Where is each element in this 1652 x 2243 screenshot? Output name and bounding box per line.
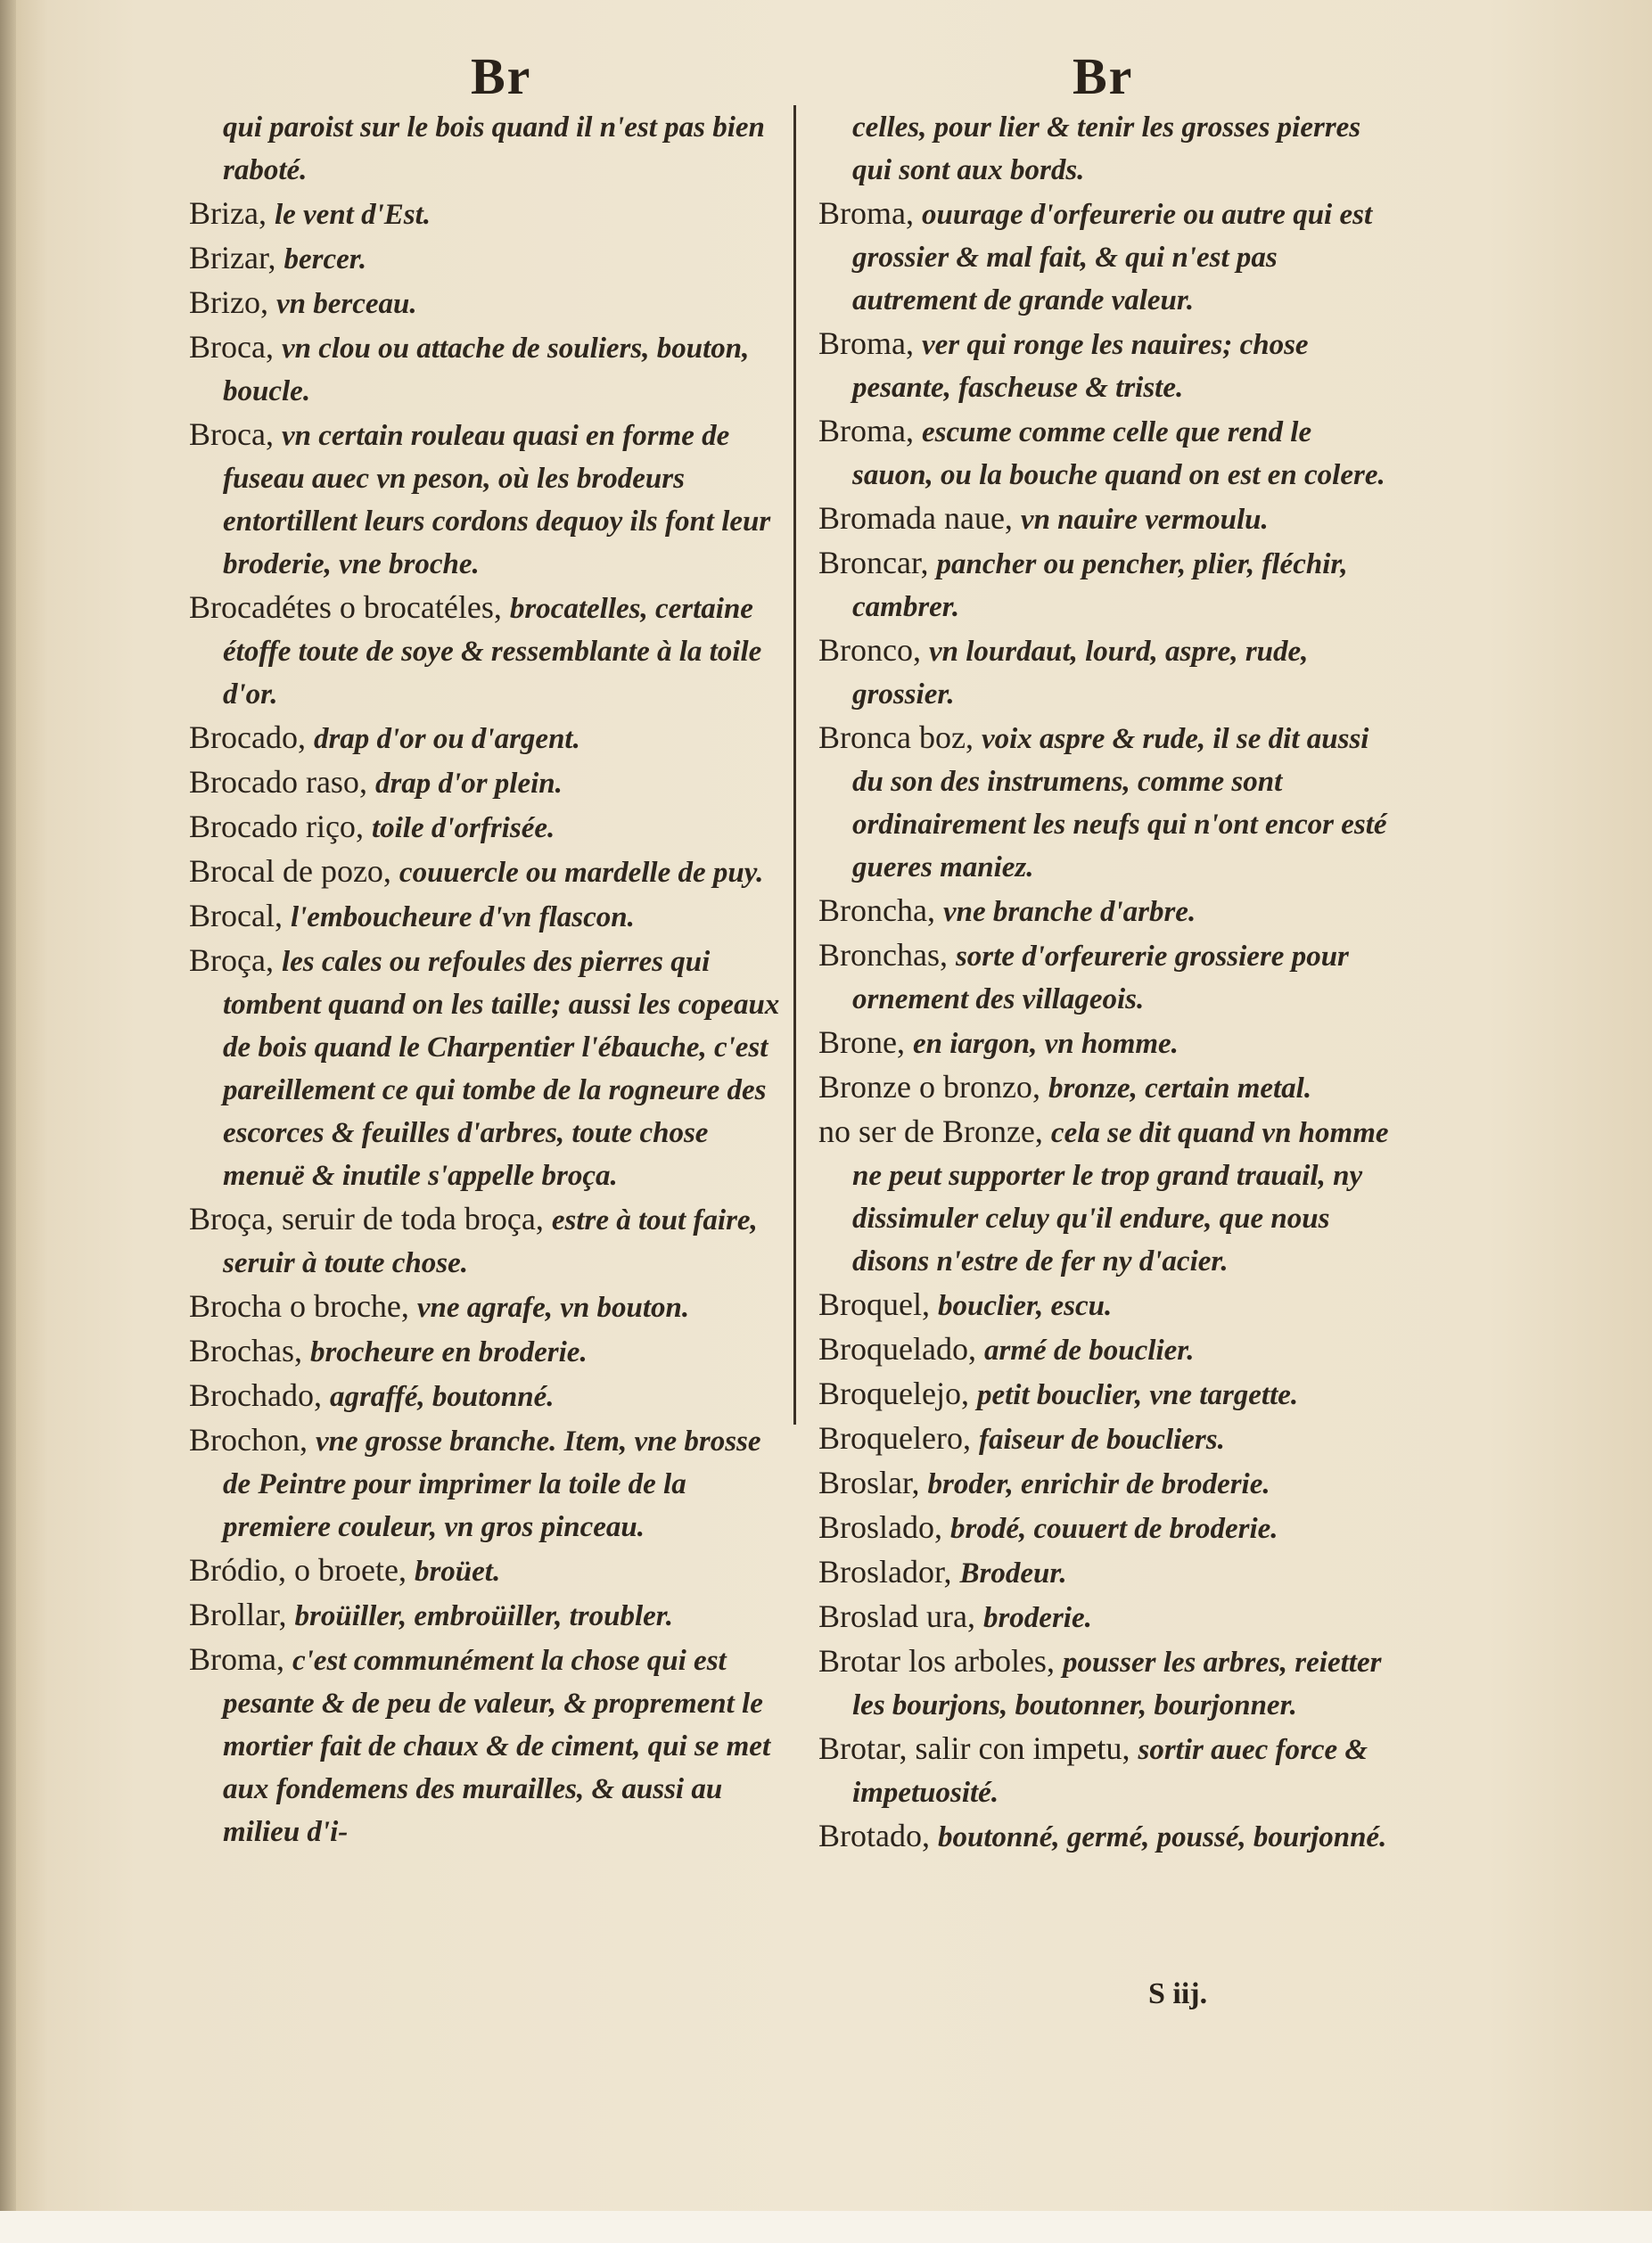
entry-headword: Brochado bbox=[189, 1377, 314, 1413]
entry-definition: estre à tout faire, seruir à toute chose. bbox=[223, 1204, 758, 1279]
entry-headword: Brochas bbox=[189, 1333, 294, 1368]
dictionary-entry: Broquel, bouclier, escu. bbox=[818, 1286, 1113, 1322]
entry-definition: brodé, couuert de broderie. bbox=[950, 1513, 1278, 1545]
entry-definition: le vent d'Est. bbox=[274, 199, 431, 231]
entry-definition: toile d'orfrisée. bbox=[371, 812, 555, 844]
dictionary-entry: Broslad ura, broderie. bbox=[818, 1598, 1092, 1634]
dictionary-entry: Broslado, brodé, couuert de broderie. bbox=[818, 1509, 1278, 1545]
dictionary-entry: Broma, c'est communément la chose qui est pesante & de peu de valeur, & proprement le mortier fait de chaux & de ciment, qui se met aux fondemens des murailles, & aussi au milieu d'i- bbox=[189, 1641, 771, 1848]
entry-headword: Brocado riço bbox=[189, 809, 356, 844]
entry-definition: ouurage d'orfeurerie ou autre qui est grossier & mal fait, & qui n'est pas autrement de grande valeur. bbox=[852, 199, 1373, 316]
entry-definition: sorte d'orfeurerie grossiere pour ornement des villageois. bbox=[852, 941, 1349, 1015]
entry-definition: drap d'or plein. bbox=[374, 768, 563, 800]
entry-definition: qui paroist sur le bois quand il n'est pas bien raboté. bbox=[223, 111, 765, 186]
entry-headword: Bromada naue bbox=[818, 500, 1005, 536]
entry-headword: Broça bbox=[189, 942, 266, 978]
dictionary-entry: Broça, les cales ou refoules des pierres qui tombent quand on les taille; aussi les copeaux de bois quand le Charpentier l'ébauche, c'est pareillement ce qui tombe de la rogneure des escorces & feuilles d'arbres, toute chose menuë & inutile s'appelle broça. bbox=[189, 942, 780, 1192]
entry-headword: Brocha o broche bbox=[189, 1288, 401, 1324]
dictionary-entry: Brollar, broüiller, embroüiller, troubler. bbox=[189, 1597, 674, 1632]
dictionary-entry: Bronchas, sorte d'orfeurerie grossiere pour ornement des villageois. bbox=[818, 937, 1349, 1015]
entry-definition: sortir auec force & impetuosité. bbox=[852, 1734, 1368, 1809]
running-head-left: Br bbox=[471, 47, 532, 105]
entry-definition: voix aspre & rude, il se dit aussi du son des instrumens, comme sont ordinairement les neufs qui n'ont encor esté gueres maniez. bbox=[852, 723, 1387, 883]
entry-headword: Broquelado bbox=[818, 1331, 968, 1367]
entry-definition: armé de bouclier. bbox=[983, 1335, 1195, 1367]
running-head-right: Br bbox=[1073, 47, 1134, 105]
entry-definition: vn lourdaut, lourd, aspre, rude, grossier. bbox=[852, 636, 1309, 711]
entry-definition: vne grosse branche. Item, vne brosse de Peintre pour imprimer la toile de la premiere couleur, vn gros pinceau. bbox=[223, 1425, 761, 1543]
entry-definition: l'emboucheure d'vn flascon. bbox=[290, 901, 635, 933]
entry-definition: vn certain rouleau quasi en forme de fuseau auec vn peson, où les brodeurs entortillent leurs cordons dequoy ils font leur broderie, vne broche. bbox=[223, 420, 771, 580]
entry-definition: agraffé, boutonné. bbox=[329, 1381, 555, 1413]
entry-definition: ver qui ronge les nauires; chose pesante, fascheuse & triste. bbox=[852, 329, 1309, 404]
page-bottom-margin bbox=[0, 2211, 1652, 2243]
entry-definition: les cales ou refoules des pierres qui tombent quand on les taille; aussi les copeaux de bois quand le Charpentier l'ébauche, c'est pareillement ce qui tombe de la rogneure des escorces & feuilles d'arbres, toute chose menuë & inutile s'appelle broça. bbox=[223, 946, 780, 1192]
dictionary-entry: Broca, vn certain rouleau quasi en forme de fuseau auec vn peson, où les brodeurs entortillent leurs cordons dequoy ils font leur broderie, vne broche. bbox=[189, 416, 771, 580]
entry-headword: Broquel bbox=[818, 1286, 922, 1322]
dictionary-entry: Bronco, vn lourdaut, lourd, aspre, rude, grossier. bbox=[818, 632, 1309, 711]
dictionary-entry: Bródio, o broete, broüet. bbox=[189, 1552, 501, 1588]
entry-headword: Brotar los arboles bbox=[818, 1643, 1047, 1679]
dictionary-entry: Brochon, vne grosse branche. Item, vne brosse de Peintre pour imprimer la toile de la premiere couleur, vn gros pinceau. bbox=[189, 1422, 761, 1543]
entry-headword: Brocal de pozo bbox=[189, 853, 383, 889]
entry-definition: faiseur de boucliers. bbox=[978, 1424, 1225, 1456]
entry-headword: no ser de Bronze bbox=[818, 1113, 1035, 1149]
dictionary-entry: Brocal de pozo, couuercle ou mardelle de puy. bbox=[189, 853, 764, 889]
entry-headword: Broça, seruir de toda broça bbox=[189, 1201, 536, 1237]
entry-headword: Bronze o bronzo bbox=[818, 1069, 1032, 1105]
dictionary-entry: Brizar, bercer. bbox=[189, 240, 367, 275]
entry-definition: petit bouclier, vne targette. bbox=[976, 1379, 1299, 1411]
entry-definition: bercer. bbox=[284, 243, 367, 275]
entry-headword: Broquelero bbox=[818, 1420, 963, 1456]
dictionary-entry bbox=[818, 105, 1398, 191]
entry-headword: Briza bbox=[189, 195, 259, 231]
entry-headword: Broslador bbox=[818, 1554, 944, 1590]
dictionary-entry: Brotar los arboles, pousser les arbres, reietter les bourjons, boutonner, bourjonner. bbox=[818, 1643, 1382, 1721]
entry-headword: Bronchas bbox=[818, 937, 940, 973]
entry-definition: cela se dit quand vn homme ne peut supporter le trop grand trauail, ny dissimuler celuy qu'il endure, que nous disons n'estre de fer ny d'acier. bbox=[852, 1117, 1389, 1278]
entry-headword: Brotar, salir con impetu bbox=[818, 1730, 1122, 1766]
entry-headword: Bródio, o broete bbox=[189, 1552, 399, 1588]
dictionary-entry: Broslar, broder, enrichir de broderie. bbox=[818, 1465, 1270, 1500]
entry-headword: Broca bbox=[189, 329, 266, 365]
entry-headword: Broncha bbox=[818, 892, 927, 928]
entry-headword: Broquelejo bbox=[818, 1376, 961, 1411]
entry-headword: Brollar bbox=[189, 1597, 279, 1632]
entry-headword: Broslad ura bbox=[818, 1598, 967, 1634]
entry-definition: vn nauire vermoulu. bbox=[1020, 504, 1269, 536]
entry-definition: vne agrafe, vn bouton. bbox=[416, 1292, 690, 1324]
entry-headword: Brizo bbox=[189, 284, 260, 320]
entry-definition: vne branche d'arbre. bbox=[942, 896, 1196, 928]
entry-headword: Bronca boz bbox=[818, 719, 966, 755]
dictionary-entry: Brotado, boutonné, germé, poussé, bourjonné. bbox=[818, 1818, 1387, 1853]
entry-headword: Broma bbox=[818, 413, 906, 448]
entry-definition: broüiller, embroüiller, troubler. bbox=[294, 1600, 674, 1632]
entry-headword: Brotado bbox=[818, 1818, 922, 1853]
entry-definition: brocatelles, certaine étoffe toute de soye & ressemblante à la toile d'or. bbox=[223, 593, 762, 711]
dictionary-entry: Brocado, drap d'or ou d'argent. bbox=[189, 719, 580, 755]
dictionary-entry: Broncar, pancher ou pencher, plier, fléchir, cambrer. bbox=[818, 545, 1348, 623]
entry-headword: Brochon bbox=[189, 1422, 300, 1458]
entry-definition: en iargon, vn homme. bbox=[912, 1028, 1179, 1060]
entry-headword: Brocadétes o brocatéles bbox=[189, 589, 494, 625]
dictionary-entry: Broquelejo, petit bouclier, vne targette. bbox=[818, 1376, 1299, 1411]
entry-headword: Brizar bbox=[189, 240, 268, 275]
dictionary-entry: Broquelado, armé de bouclier. bbox=[818, 1331, 1195, 1367]
dictionary-entry: Brocal, l'emboucheure d'vn flascon. bbox=[189, 898, 635, 933]
dictionary-entry: Broca, vn clou ou attache de souliers, bouton, boucle. bbox=[189, 329, 750, 407]
dictionary-entry: Broquelero, faiseur de boucliers. bbox=[818, 1420, 1225, 1456]
entry-definition: vn clou ou attache de souliers, bouton, boucle. bbox=[223, 333, 750, 407]
entry-headword: Brocado raso bbox=[189, 764, 359, 800]
entry-definition: Brodeur. bbox=[959, 1557, 1067, 1590]
entry-definition: vn berceau. bbox=[275, 288, 417, 320]
dictionary-entry: Broma, escume comme celle que rend le sauon, ou la bouche quand on est en colere. bbox=[818, 413, 1385, 491]
left-column bbox=[189, 105, 795, 1854]
dictionary-entry: Broma, ouurage d'orfeurerie ou autre qui est grossier & mal fait, & qui n'est pas autrement de grande valeur. bbox=[818, 195, 1373, 316]
entry-definition: broderie. bbox=[982, 1602, 1092, 1634]
dictionary-entry: Broncha, vne branche d'arbre. bbox=[818, 892, 1196, 928]
entry-definition: escume comme celle que rend le sauon, ou la bouche quand on est en colere. bbox=[852, 416, 1385, 491]
binding-shadow bbox=[0, 0, 16, 2211]
dictionary-entry: Brone, en iargon, vn homme. bbox=[818, 1024, 1179, 1060]
dictionary-entry: Bronca boz, voix aspre & rude, il se dit aussi du son des instrumens, comme sont ordinairement les neufs qui n'ont encor esté gueres maniez. bbox=[818, 719, 1387, 883]
entry-headword: Broma bbox=[189, 1641, 276, 1677]
dictionary-entry: Broslador, Brodeur. bbox=[818, 1554, 1067, 1590]
entry-definition: c'est communément la chose qui est pesante & de peu de valeur, & proprement le mortier fait de chaux & de ciment, qui se met aux fondemens des murailles, & aussi au milieu d'i- bbox=[223, 1645, 771, 1848]
entry-headword: Broslado bbox=[818, 1509, 934, 1545]
dictionary-entry: Brotar, salir con impetu, sortir auec force & impetuosité. bbox=[818, 1730, 1368, 1809]
signature-mark: S iij. bbox=[1148, 1977, 1208, 2010]
entry-definition: couuercle ou mardelle de puy. bbox=[399, 857, 764, 889]
dictionary-entry: Broma, ver qui ronge les nauires; chose pesante, fascheuse & triste. bbox=[818, 325, 1309, 404]
entry-definition: drap d'or ou d'argent. bbox=[313, 723, 580, 755]
entry-headword: Broncar bbox=[818, 545, 921, 580]
dictionary-entry: Brochado, agraffé, boutonné. bbox=[189, 1377, 555, 1413]
dictionary-entry: Brocadétes o brocatéles, brocatelles, certaine étoffe toute de soye & ressemblante à la toile d'or. bbox=[189, 589, 762, 711]
dictionary-entry: Bronze o bronzo, bronze, certain metal. bbox=[818, 1069, 1312, 1105]
right-column bbox=[818, 105, 1398, 1860]
dictionary-entry: Brochas, brocheure en broderie. bbox=[189, 1333, 588, 1368]
dictionary-entry: Briza, le vent d'Est. bbox=[189, 195, 431, 231]
dictionary-entry: Brocha o broche, vne agrafe, vn bouton. bbox=[189, 1288, 690, 1324]
entry-headword: Brone bbox=[818, 1024, 897, 1060]
entry-definition: pancher ou pencher, plier, fléchir, cambrer. bbox=[852, 548, 1348, 623]
entry-definition: bouclier, escu. bbox=[937, 1290, 1113, 1322]
entry-headword: Brocado bbox=[189, 719, 298, 755]
entry-headword: Bronco bbox=[818, 632, 913, 668]
dictionary-entry: Broça, seruir de toda broça, estre à tout faire, seruir à toute chose. bbox=[189, 1201, 758, 1279]
entry-definition: celles, pour lier & tenir les grosses pierres qui sont aux bords. bbox=[852, 111, 1361, 186]
entry-headword: Broma bbox=[818, 195, 906, 231]
entry-definition: bronze, certain metal. bbox=[1048, 1072, 1312, 1105]
dictionary-entry bbox=[189, 105, 795, 191]
entry-definition: pousser les arbres, reietter les bourjons, boutonner, bourjonner. bbox=[852, 1647, 1382, 1721]
entry-definition: broüet. bbox=[414, 1556, 501, 1588]
column-divider bbox=[793, 105, 796, 1425]
entry-headword: Broca bbox=[189, 416, 266, 452]
dictionary-entry: Brocado riço, toile d'orfrisée. bbox=[189, 809, 555, 844]
entry-headword: Brocal bbox=[189, 898, 275, 933]
dictionary-entry: Brizo, vn berceau. bbox=[189, 284, 417, 320]
dictionary-entry: no ser de Bronze, cela se dit quand vn homme ne peut supporter le trop grand trauail, ny dissimuler celuy qu'il endure, que nous disons n'estre de fer ny d'acier. bbox=[818, 1113, 1389, 1278]
dictionary-entry: Bromada naue, vn nauire vermoulu. bbox=[818, 500, 1269, 536]
entry-definition: boutonné, germé, poussé, bourjonné. bbox=[937, 1821, 1387, 1853]
entry-headword: Broma bbox=[818, 325, 906, 361]
entry-headword: Broslar bbox=[818, 1465, 912, 1500]
entry-definition: brocheure en broderie. bbox=[309, 1336, 588, 1368]
dictionary-entry: Brocado raso, drap d'or plein. bbox=[189, 764, 563, 800]
entry-definition: broder, enrichir de broderie. bbox=[927, 1468, 1270, 1500]
